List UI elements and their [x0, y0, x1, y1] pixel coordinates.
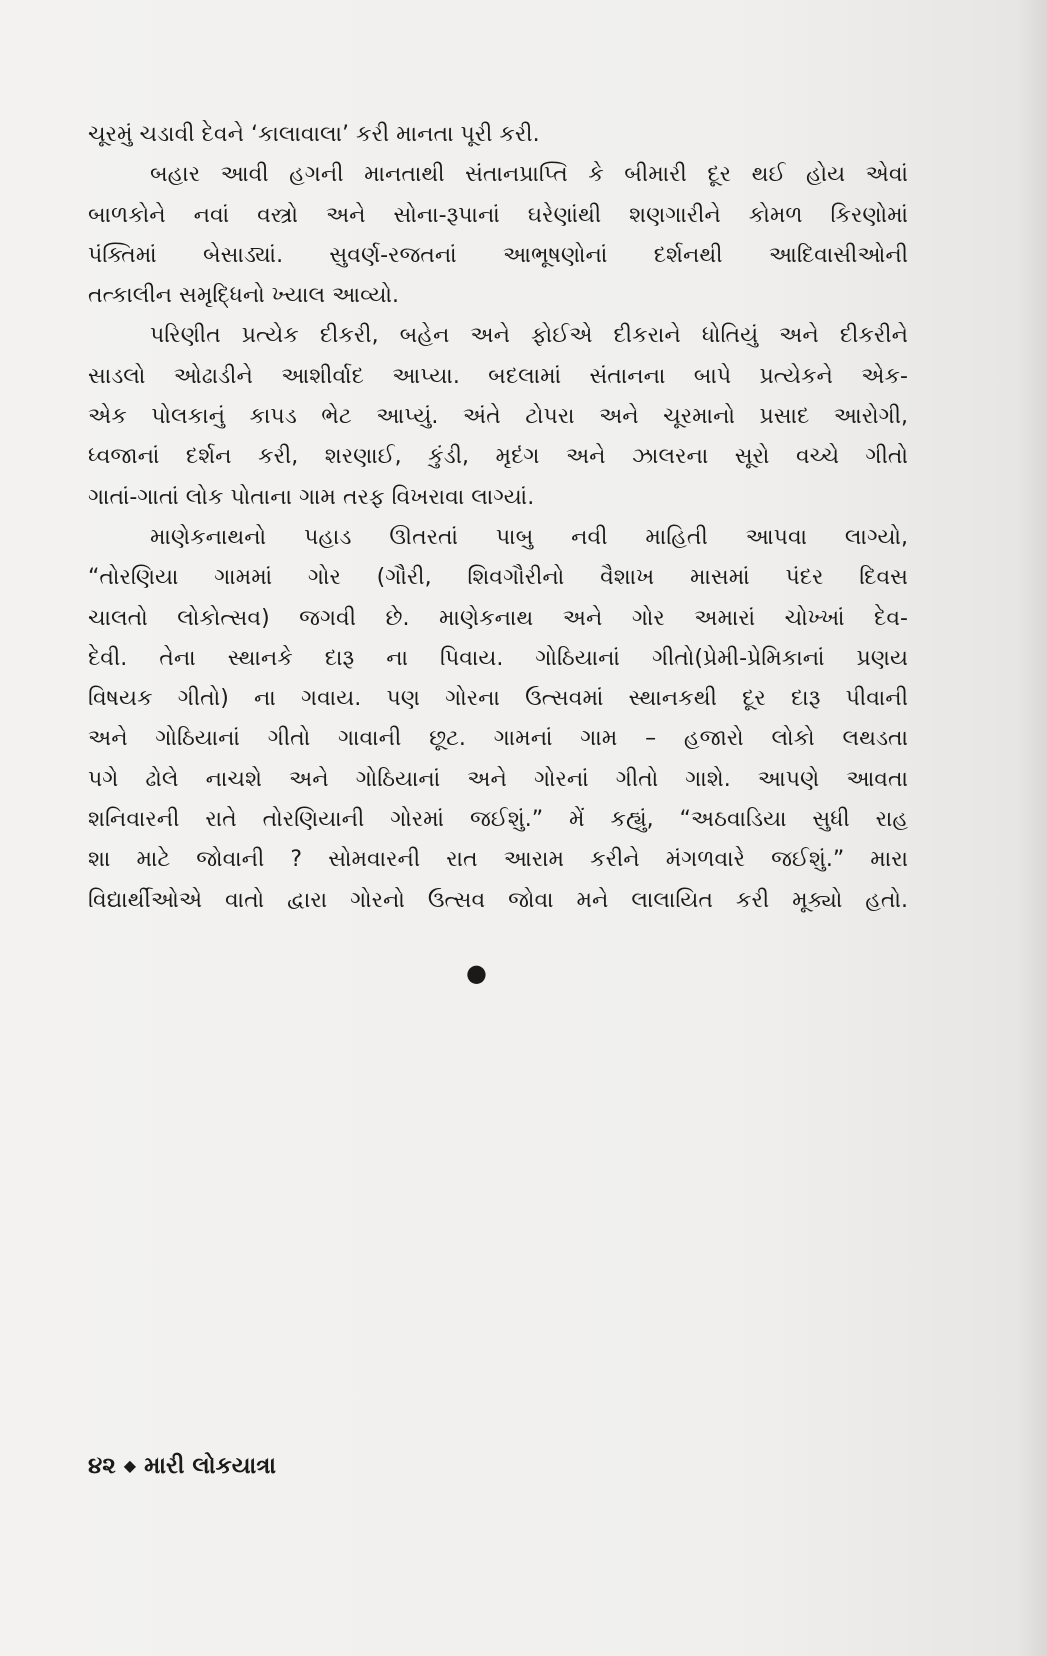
text-line: વિષયક ગીતો) ના ગવાય. પણ ગોરના ઉત્સવમાં સ્થાનકથી દૂર દારૂ પીવાની [88, 686, 908, 712]
text-line: દેવી. તેના સ્થાનકે દારૂ ના પિવાય. ગોઠિયાનાં ગીતો(પ્રેમી-પ્રેમિકાનાં પ્રણય [88, 645, 908, 671]
page-number: ૪૨ [88, 1453, 116, 1479]
text-line: બહાર આવી હગની માનતાથી સંતાનપ્રાપ્તિ કે બીમારી દૂર થઈ હોય એવાં [150, 162, 908, 188]
text-line: માણેકનાથનો પહાડ ઊતરતાં પાબુ નવી માહિતી આપવા લાગ્યો, [150, 524, 908, 550]
text-line: સાડલો ઓઢાડીને આશીર્વાદ આપ્યા. બદલામાં સંતાનના બાપે પ્રત્યેકને એક- [88, 363, 908, 389]
page-footer [88, 1450, 276, 1482]
text-line: અને ગોઠિયાનાં ગીતો ગાવાની છૂટ. ગામનાં ગામ – હજારો લોકો લથડતા [88, 726, 908, 752]
text-line: ધ્વજાનાં દર્શન કરી, શરણાઈ, કુંડી, મૃદંગ અને ઝાલરના સૂરો વચ્ચે ગીતો [88, 444, 908, 470]
section-separator-bullet: ● [466, 959, 487, 987]
text-line: પંક્તિમાં બેસાડ્યાં. સુવર્ણ-રજતનાં આભૂષણોનાં દર્શનથી આદિવાસીઓની [88, 242, 908, 268]
text-line: પરિણીત પ્રત્યેક દીકરી, બહેન અને ફોઈએ દીકરાને ધોતિયું અને દીકરીને [150, 323, 908, 349]
text-line: શનિવારની રાતે તોરણિયાની ગોરમાં જઈશું.” મેં કહ્યું, “અઠવાડિયા સુધી રાહ [88, 807, 908, 833]
text-line: બાળકોને નવાં વસ્ત્રો અને સોના-રૂપાનાં ઘરેણાંથી શણગારીને કોમળ કિરણોમાં [88, 202, 908, 228]
page-edge-shadow [1017, 0, 1047, 1656]
text-line: એક પોલકાનું કાપડ ભેટ આપ્યું. અંતે ટોપરા અને ચૂરમાનો પ્રસાદ આરોગી, [88, 404, 908, 430]
text-line: “તોરણિયા ગામમાં ગોર (ગૌરી, શિવગૌરીનો વૈશાખ માસમાં પંદર દિવસ [88, 565, 908, 591]
body-text [88, 115, 908, 921]
text-line: શા માટે જોવાની ? સોમવારની રાત આરામ કરીને મંગળવારે જઈશું.” મારા [88, 847, 908, 873]
text-line: ચૂરમું ચડાવી દેવને ‘કાલાવાલા’ કરી માનતા પૂરી કરી. [88, 122, 540, 147]
book-title: મારી લોકયાત્રા [144, 1453, 277, 1479]
text-line: પગે ઢોલે નાચશે અને ગોઠિયાનાં અને ગોરનાં ગીતો ગાશે. આપણે આવતા [88, 766, 908, 792]
text-line: વિદ્યાર્થીઓએ વાતો દ્વારા ગોરનો ઉત્સવ જોવા મને લાલાયિત કરી મૂક્યો હતો. [88, 887, 908, 913]
text-line: તત્કાલીન સમૃદ્ધિનો ખ્યાલ આવ્યો. [88, 283, 400, 309]
diamond-icon: ◆ [123, 1456, 137, 1475]
text-line: ચાલતો લોકોત્સવ) જગવી છે. માણેકનાથ અને ગોર અમારાં ચોખ્ખાં દેવ- [88, 605, 908, 631]
text-line: ગાતાં-ગાતાં લોક પોતાના ગામ તરફ વિખરાવા લાગ્યાં. [88, 484, 535, 510]
